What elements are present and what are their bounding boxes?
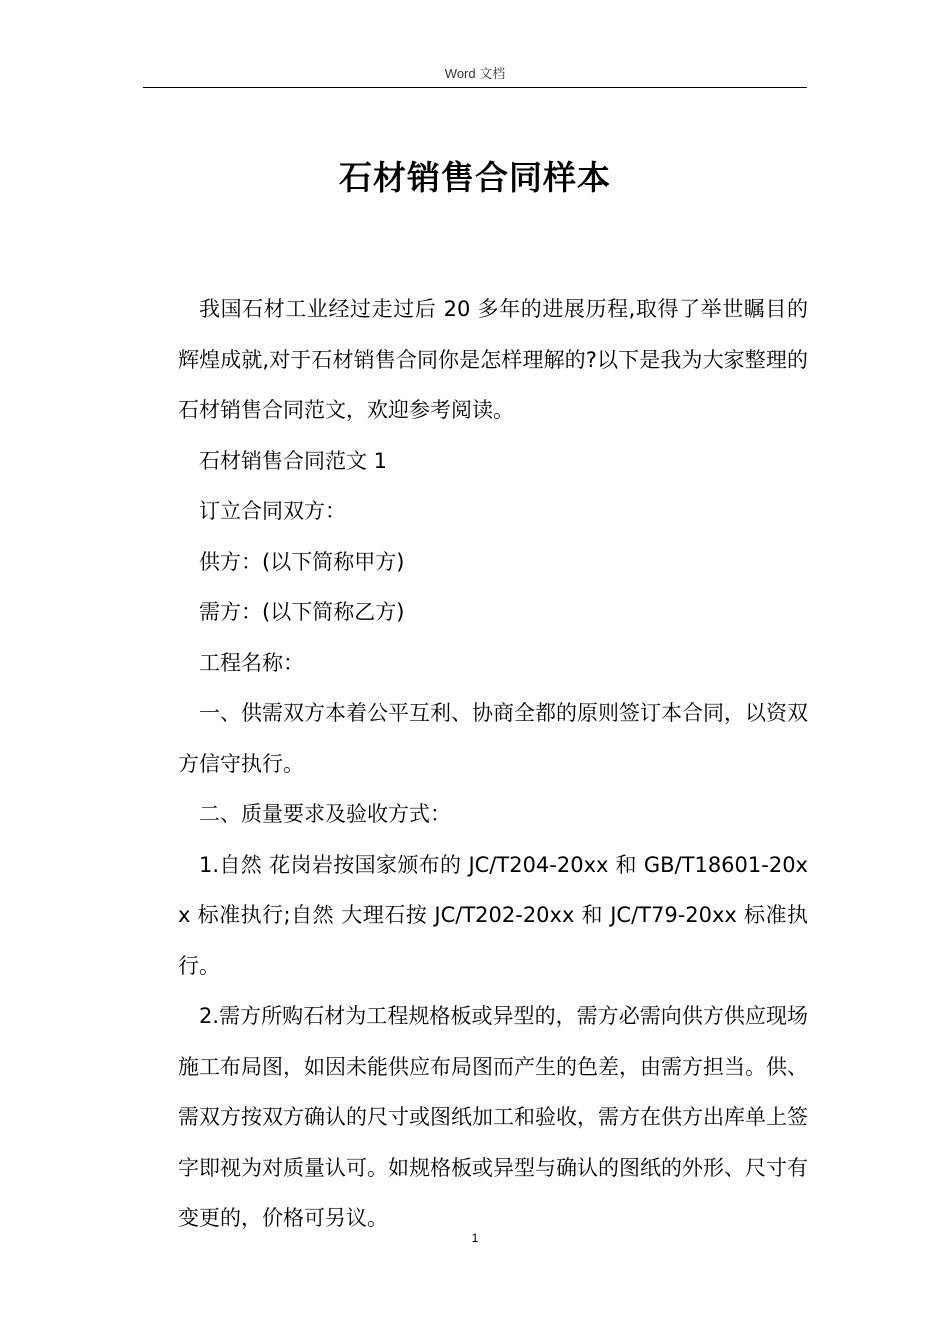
page-header: Word 文档 xyxy=(444,66,506,81)
paragraph-section-heading: 石材销售合同范文 1 xyxy=(199,448,388,473)
paragraph-clause-2-heading: 二、质量要求及验收方式： xyxy=(199,802,451,826)
document-body xyxy=(178,284,808,1244)
header-divider xyxy=(143,87,807,88)
paragraph-supplier: 供方：(以下简称甲方) xyxy=(199,549,405,574)
document-title: 石材销售合同样本 xyxy=(339,158,611,197)
page-number: 1 xyxy=(471,1231,479,1245)
paragraph-project-name: 工程名称： xyxy=(199,650,304,675)
paragraph-intro: 我国石材工业经过走过后 20 多年的进展历程,取得了举世瞩目的辉煌成就,对于石材销售合同你是怎样理解的?以下是我为大家整理的石材销售合同范文，欢迎参考阅读。 xyxy=(178,297,808,422)
paragraph-parties: 订立合同双方： xyxy=(199,499,346,523)
paragraph-clause-1: 一、供需双方本着公平互利、协商全都的原则签订本合同，以资双方信守执行。 xyxy=(178,701,808,776)
paragraph-buyer: 需方：(以下简称乙方) xyxy=(199,600,405,624)
paragraph-clause-2-item-2: 2.需方所购石材为工程规格板或异型的，需方必需向供方供应现场施工布局图，如因未能供应布局图而产生的色差，由需方担当。供、需双方按双方确认的尺寸或图纸加工和验收，需方在供方出库单上签字即视为对质量认可。如规格板或异型与确认的图纸的外形、尺寸有变更的，价格可另议。 xyxy=(178,1004,808,1230)
paragraph-clause-2-item-1: 1.自然 花岗岩按国家颁布的 JC/T204-20xx 和 GB/T18601-20xx 标准执行;自然 大理石按 JC/T202-20xx 和 JC/T79-20xx 标准执行。 xyxy=(178,852,808,978)
